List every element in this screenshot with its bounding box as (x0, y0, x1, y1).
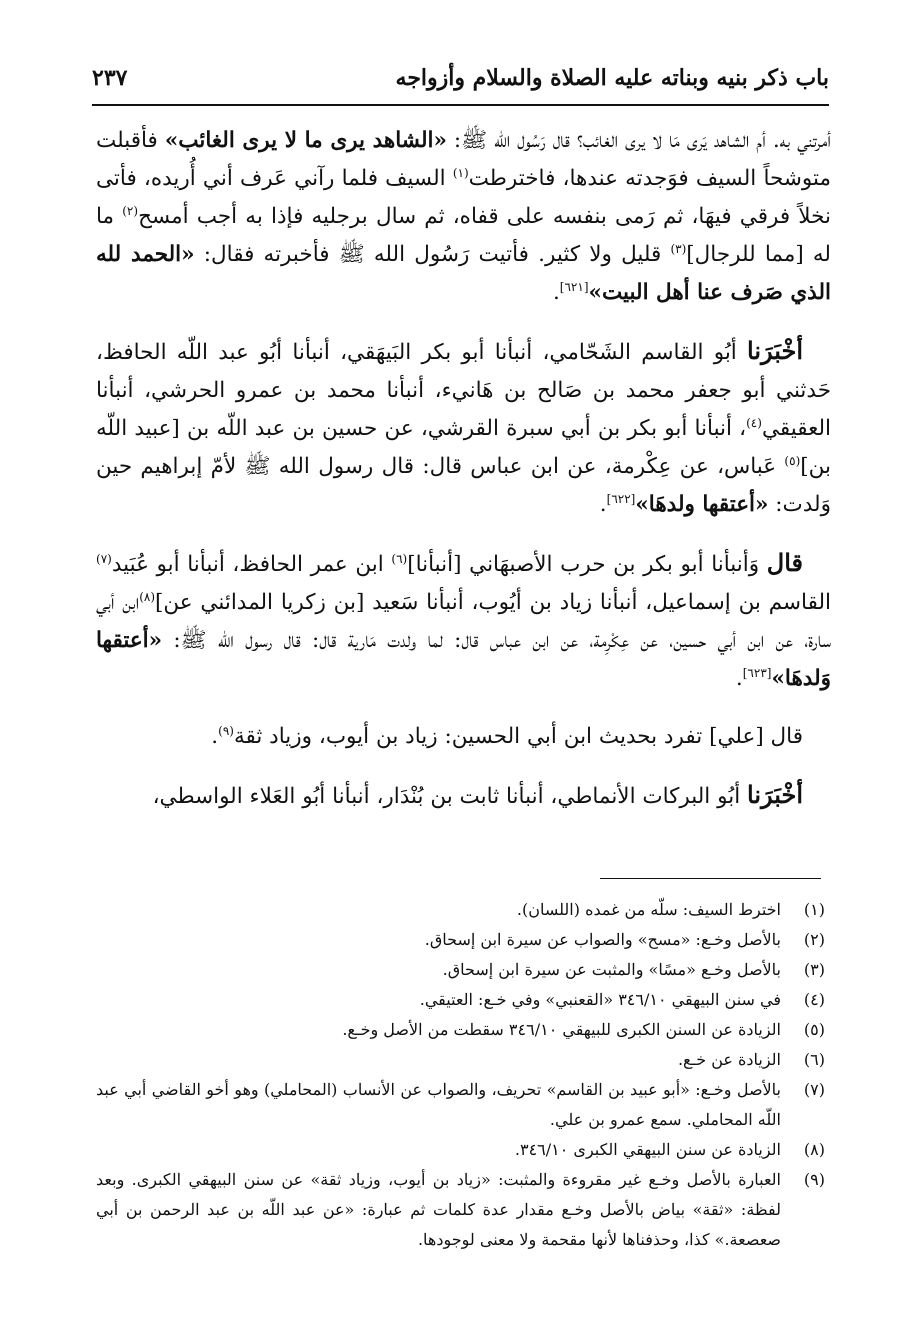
footnote-number: (٢) (803, 930, 825, 949)
text-span: أمرتني به. أم الشاهد يَرى مَا لا يرى الغائب؟ قال رَسُول الله ﷺ: (446, 128, 831, 153)
hadith-quote: «أعتقها وَلدهَا» (96, 628, 831, 691)
text-span: فأقبلت متوشحاً السيف فوَجدته عندها، فاخترطت (96, 128, 832, 191)
footnote-number: (١) (803, 900, 825, 919)
footnote-text: اخترط السيف: سلّه من غمده (اللسان). (516, 900, 781, 919)
footnote-number: (٤) (803, 990, 825, 1009)
hadith-quote: «أعتقها ولدهَا» (635, 492, 769, 517)
footnote-item (96, 1015, 825, 1045)
footnote-item (96, 955, 825, 985)
text-span: ابن أبي سارة، عن ابن أبي حسين، عن عِكْرِمة، عن ابن عباس قال: لما ولدت مَارية قال: قال رسول الله ﷺ: (96, 590, 831, 653)
text-span: عَباس، عن عِكْرمة، عن ابن عباس قال: قال رسول الله ﷺ لأمّ إبراهيم حين وَلدت: (96, 454, 831, 517)
text-span: ابن عمر الحافظ، أنبأنا أبو عُبَيد (111, 552, 392, 577)
text-span: . (552, 280, 560, 305)
paragraph-3 (96, 544, 831, 698)
footnote-number: (٧) (803, 1080, 825, 1099)
text-span: ما له [مما للرجال] (96, 204, 831, 267)
footnote-number: (٦) (803, 1050, 825, 1069)
hadith-quote: «الحمد لله الذي صَرف عنا أهل البيت» (96, 242, 831, 305)
footnote-item (96, 1075, 825, 1135)
footnote-marker[interactable]: (٤) (746, 415, 762, 430)
text-span: وَأنبأنا أبو بكر بن حرب الأصبهَاني [أنبأنا] (407, 552, 767, 577)
paragraph-2 (96, 332, 831, 524)
footnote-item (96, 1135, 825, 1165)
text-span: أبُو البركات الأنماطي، أنبأنا ثابت بن بُنْدَار، أنبأنا أبُو العَلاء الواسطي، (152, 784, 748, 809)
header-rule (92, 104, 829, 106)
footnotes (96, 895, 825, 1255)
main-text (96, 122, 831, 836)
paragraph-5 (96, 776, 831, 816)
page-header (92, 56, 829, 100)
hadith-number: [٦٢١] (559, 279, 589, 294)
text-span: قليل ولا كثير. فأتيت رَسُول الله ﷺ فأخبرته فقال: (194, 242, 671, 267)
footnote-marker[interactable]: (٢) (122, 203, 139, 218)
footnote-number: (٨) (803, 1140, 825, 1159)
narration-lead: قال (766, 548, 803, 577)
footnote-number: (٣) (803, 960, 825, 979)
footnote-number: (٥) (803, 1020, 825, 1039)
footnote-text: بالأصل وخـع «مسًا» والمثبت عن سيرة ابن إسحاق. (442, 960, 781, 979)
footnote-item (96, 895, 825, 925)
footnote-marker[interactable]: (٩) (218, 723, 234, 738)
paragraph-4 (96, 718, 831, 756)
text-span: . (211, 724, 219, 749)
narration-lead: أخْبَرَنا (747, 780, 803, 809)
footnote-text: في سنن البيهقي ٣٤٦/١٠ «القعنبي» وفي خـع: العتيقي. (419, 990, 781, 1009)
footnote-text: الزيادة عن خـع. (677, 1050, 781, 1069)
text-span: . (599, 492, 607, 517)
footnote-marker[interactable]: (٥) (784, 453, 801, 468)
footnote-marker[interactable]: (٣) (670, 241, 687, 256)
paragraph-1 (96, 122, 831, 312)
narration-lead: أخْبَرَنا (747, 336, 803, 365)
footnote-marker[interactable]: (٨) (139, 589, 156, 604)
page-number: ٢٣٧ (92, 65, 128, 91)
footnote-item (96, 1165, 825, 1255)
footnote-marker[interactable]: (١) (452, 165, 469, 180)
text-span: أبُو القاسم الشَحّامي، أنبأنا أبو بكر البَيهَقي، أنبأنا أبُو عبد اللّه الحافظ، حَدثني أبو جعفر محمد بن صَالح بن هَانيء، أنبأنا محمد بن عمرو الحرشي، أنبأنا العقيقي (96, 340, 831, 441)
footnote-text: العبارة بالأصل وخـع غير مقروءة والمثبت: «زياد بن أيوب، وزياد ثقة» عن سنن البيهقي الكبرى. وبعد لفظة: «ثقة» بياض بالأصل وخـع مقدار عدة كلمات ثم عبارة: «عن عبد اللّه بن عبد الرحمن بن أبي صعصعة.» كذا، وحذفناها لأنها مقحمة ولا معنى لوجودها. (96, 1170, 781, 1249)
footnote-item (96, 985, 825, 1015)
running-title: باب ذكر بنيه وبناته عليه الصلاة والسلام وأزواجه (395, 65, 829, 91)
footnote-marker[interactable]: (٦) (391, 551, 408, 566)
footnote-marker[interactable]: (٧) (96, 551, 112, 566)
text-span: ، أنبأنا أبو بكر بن أبي سبرة القرشي، عن حسين بن عبد اللّه بن [عبيد اللّه بن] (96, 416, 831, 479)
text-span: القاسم بن إسماعيل، أنبأنا زياد بن أيُوب، أنبأنا سَعيد [بن زكريا المدائني عن] (155, 590, 831, 615)
text-span: . (735, 666, 743, 691)
footnote-text: بالأصل وخـع: «مسح» والصواب عن سيرة ابن إسحاق. (424, 930, 781, 949)
footnote-rule (600, 878, 821, 879)
text-span: السيف فلما رآني عَرف أني أُريده، فأتى نخلاً فرقي فيهَا، ثم رَمى بنفسه على قفاه، ثم سال برجليه فإذا به أجب أمسح (96, 166, 832, 229)
hadith-number: [٦٢٢] (606, 491, 636, 506)
text-span: قال [علي] تفرد بحديث ابن أبي الحسين: زياد بن أيوب، وزياد ثقة (233, 724, 803, 749)
footnote-item (96, 1045, 825, 1075)
footnote-number: (٩) (803, 1170, 825, 1189)
hadith-quote: «الشاهد يرى ما لا يرى الغائب» (164, 128, 447, 153)
footnote-text: الزيادة عن السنن الكبرى للبيهقي ٣٤٦/١٠ سقطت من الأصل وخـع. (342, 1020, 781, 1039)
hadith-number: [٦٢٣] (742, 665, 772, 680)
footnote-text: بالأصل وخـع: «أبو عبيد بن القاسم» تحريف، والصواب عن الأنساب (المحاملي) وهو أخو القاضي أبي عبد اللّه المحاملي. سمع عمرو بن علي. (96, 1080, 781, 1129)
footnote-item (96, 925, 825, 955)
footnote-text: الزيادة عن سنن البيهقي الكبرى ٣٤٦/١٠. (514, 1140, 781, 1159)
